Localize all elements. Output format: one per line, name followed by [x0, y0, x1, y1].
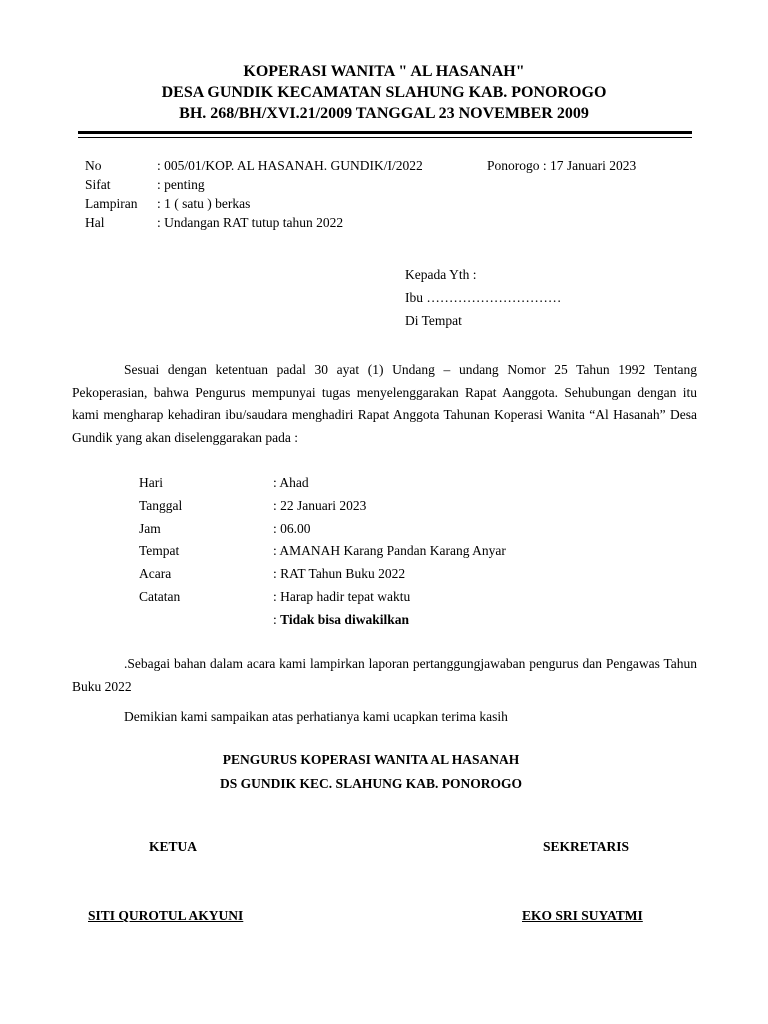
letter-date: Ponorogo : 17 Januari 2023 [487, 158, 637, 173]
meta-value: : 005/01/KOP. AL HASANAH. GUNDIK/I/2022 [157, 158, 423, 173]
detail-value: : AMANAH Karang Pandan Karang Anyar [273, 543, 506, 559]
detail-label: Hari [139, 475, 163, 490]
detail-value: : Ahad [273, 475, 309, 490]
signature-org-name: PENGURUS KOPERASI WANITA AL HASANAH [222, 752, 520, 767]
body-paragraph-intro: Sesuai dengan ketentuan padal 30 ayat (1) Undang – undang Nomor 25 Tahun 1992 Tentang Pekoperasian, bahwa Pengurus mempunyai tugas menyelenggarakan Rapat Aanggota. Sehubungan dengan itu kami mengharap kehadiran ibu/saudara menghadiri Rapat Anggota Tahunan Koperasi Wanita “Al Hasanah” Desa Gundik yang akan diselenggarakan pada : [72, 362, 697, 445]
recipient-name: Ibu ………………………… [405, 290, 562, 305]
meta-label: Sifat [85, 177, 111, 192]
signature-name-chair: SITI QUROTUL AKYUNI [88, 908, 244, 923]
detail-value-bold: Tidak bisa diwakilkan [280, 611, 409, 627]
detail-row-place [139, 540, 506, 563]
signature-role-chair: KETUA [149, 839, 198, 854]
letterhead-divider-thin [78, 137, 692, 138]
detail-value: : 22 Januari 2023 [273, 497, 367, 513]
recipient-salutation: Kepada Yth : [405, 267, 477, 282]
detail-row-day [139, 472, 506, 495]
meta-value: : Undangan RAT tutup tahun 2022 [157, 215, 344, 230]
meta-label: No [85, 158, 102, 173]
detail-value: : RAT Tahun Buku 2022 [273, 566, 406, 582]
meta-label: Lampiran [85, 196, 138, 211]
letter-meta [85, 156, 423, 232]
event-details [139, 472, 506, 632]
detail-row-note [139, 586, 506, 609]
meta-row-nature [85, 175, 423, 194]
meta-row-subject [85, 213, 423, 232]
meta-label: Hal [85, 215, 105, 230]
detail-row-time [139, 518, 506, 541]
recipient-place: Di Tempat [405, 313, 462, 328]
letterhead-registration: BH. 268/BH/XVI.21/2009 TANGGAL 23 NOVEMBER 2009 [179, 105, 589, 122]
meta-value: : penting [157, 177, 205, 192]
meta-value: : 1 ( satu ) berkas [157, 196, 251, 211]
detail-label: Tanggal [139, 497, 183, 513]
recipient-address [405, 263, 561, 332]
letterhead-divider-thick [78, 131, 692, 134]
detail-label: Tempat [139, 543, 180, 559]
detail-label: Acara [139, 566, 172, 582]
detail-label: Catatan [139, 588, 181, 604]
body-paragraph-attachment: .Sebagai bahan dalam acara kami lampirkan laporan pertanggungjawaban pengurus dan Pengawas Tahun Buku 2022 [72, 656, 697, 694]
detail-row-date [139, 495, 506, 518]
detail-row-note-bold [139, 609, 506, 632]
detail-value-prefix: : [273, 611, 281, 627]
meta-row-number [85, 156, 423, 175]
signature-name-secretary: EKO SRI SUYATMI [522, 908, 643, 923]
signature-role-secretary: SEKRETARIS [543, 839, 630, 854]
letterhead-org-name: KOPERASI WANITA " AL HASANAH" [243, 63, 525, 80]
detail-value: : 06.00 [273, 520, 311, 536]
detail-value: : Harap hadir tepat waktu [273, 588, 411, 604]
meta-row-attachment [85, 194, 423, 213]
signature-org-address: DS GUNDIK KEC. SLAHUNG KAB. PONOROGO [220, 776, 522, 791]
body-paragraph-closing: Demikian kami sampaikan atas perhatianya kami ucapkan terima kasih [124, 709, 508, 724]
detail-label: Jam [139, 520, 161, 536]
detail-row-agenda [139, 563, 506, 586]
letterhead-address: DESA GUNDIK KECAMATAN SLAHUNG KAB. PONOROGO [161, 84, 607, 101]
